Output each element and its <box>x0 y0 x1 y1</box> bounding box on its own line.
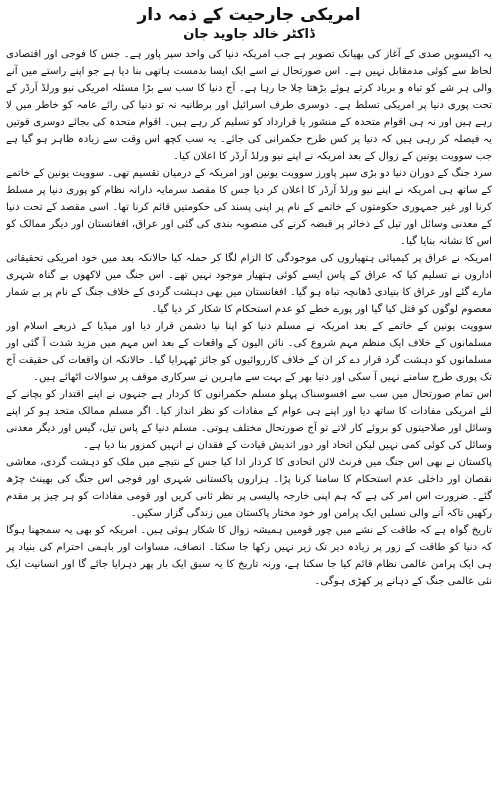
article-author: ڈاکٹر خالد جاوید جان <box>183 27 315 42</box>
article-body <box>6 46 492 590</box>
article-paragraph: سرد جنگ کے دوران دنیا دو بڑی سپر پاورز سوویت یونین اور امریکہ کے درمیان تقسیم تھی۔ سوویت یونین کے خاتمے کے ساتھ ہی امریکہ نے اپنے نیو ورلڈ آرڈر کا اعلان کر دیا جس کا مقصد سرمایہ دارانہ نظام کو پوری دنیا پر مسلط کرنا اور غیر جمہوری حکومتوں کے خاتمے کے نام پر اپنی پسند کی حکومتیں قائم کرنا تھا۔ اسی مقصد کے تحت دنیا کے معدنی وسائل اور تیل کے ذخائر پر قبضہ کرنے کی منصوبہ بندی کی گئی اور عراق، افغانستان اور دیگر ممالک کو اس کا نشانہ بنایا گیا۔ <box>6 168 492 247</box>
article-paragraph: پاکستان نے بھی اس جنگ میں فرنٹ لائن اتحادی کا کردار ادا کیا جس کے نتیجے میں ملک کو دہشت گردی، معاشی نقصان اور داخلی عدم استحکام کا سامنا کرنا پڑا۔ ہزاروں پاکستانی شہری اور فوجی اس جنگ کی بھینٹ چڑھ گئے۔ ضرورت اس امر کی ہے کہ ہم اپنی خارجہ پالیسی پر نظر ثانی کریں اور قومی مفادات کو ہر چیز پر مقدم رکھیں تاکہ آنے والی نسلیں ایک پرامن اور خود مختار پاکستان میں زندگی گزار سکیں۔ <box>6 457 492 519</box>
article-paragraph: تاریخ گواہ ہے کہ طاقت کے نشے میں چور قومیں ہمیشہ زوال کا شکار ہوئی ہیں۔ امریکہ کو بھی یہ سمجھنا ہوگا کہ دنیا کو طاقت کے زور پر زیادہ دیر تک زیر نہیں رکھا جا سکتا۔ انصاف، مساوات اور باہمی احترام کی بنیاد پر ہی ایک پرامن عالمی نظام قائم کیا جا سکتا ہے، ورنہ تاریخ کا یہ سبق ایک بار پھر دہرایا جائے گا اور انسانیت ایک نئی عالمی جنگ کے دہانے پر کھڑی ہوگی۔ <box>6 525 492 587</box>
article-paragraph: یہ اکیسویں صدی کے آغاز کی بھیانک تصویر ہے جب امریکہ دنیا کی واحد سپر پاور ہے۔ جس کا فوجی اور اقتصادی لحاظ سے کوئی مدمقابل نہیں ہے۔ اس صورتحال نے اسے ایک ایسا بدمست ہاتھی بنا دیا ہے جو اپنے راستے میں آنے والی ہر شے کو تباہ و برباد کرتے ہوئے بڑھتا چلا جا رہا ہے۔ آج دنیا کا سب سے بڑا مسئلہ امریکی نیو ورلڈ آرڈر کے تحت پوری دنیا پر امریکی تسلط ہے۔ دوسری طرف اسرائیل اور برطانیہ نہ تو دنیا کی رائے عامہ کو خاطر میں لا رہے ہیں اور نہ ہی اقوام متحدہ کے منشور یا قرارداد کو تسلیم کر رہے ہیں۔ اقوام متحدہ کی بجائے دوسری قوتیں یہ فیصلہ کر رہی ہیں کہ دنیا پر کس طرح حکمرانی کی جائے۔ یہ سب کچھ اس وقت سے زیادہ ظاہر ہو گیا ہے جب سوویت یونین کے زوال کے بعد امریکہ نے اپنے نیو ورلڈ آرڈر کا اعلان کیا۔ <box>6 49 492 162</box>
article-paragraph: سوویت یونین کے خاتمے کے بعد امریکہ نے مسلم دنیا کو اپنا نیا دشمن قرار دیا اور میڈیا کے ذریعے اسلام اور مسلمانوں کے خلاف ایک منظم مہم شروع کی۔ نائن الیون کے واقعات کے بعد اس مہم میں مزید شدت آ گئی اور مسلمانوں کو دہشت گرد قرار دے کر ان کے خلاف کارروائیوں کو جائز ٹھہرایا گیا۔ حالانکہ ان واقعات کی حقیقت آج تک پوری طرح سامنے نہیں آ سکی اور دنیا بھر کے بہت سے ماہرین نے سرکاری موقف پر سوالات اٹھائے ہیں۔ <box>6 321 492 383</box>
article-paragraph: امریکہ نے عراق پر کیمیائی ہتھیاروں کی موجودگی کا الزام لگا کر حملہ کیا حالانکہ بعد میں خود امریکی تحقیقاتی اداروں نے تسلیم کیا کہ عراق کے پاس ایسے کوئی ہتھیار موجود نہیں تھے۔ اس جنگ میں لاکھوں بے گناہ شہری مارے گئے اور عراق کا بنیادی ڈھانچہ تباہ ہو گیا۔ افغانستان میں بھی دہشت گردی کے خلاف جنگ کے نام پر بے شمار معصوم لوگوں کو قتل کیا گیا اور پورے خطے کو عدم استحکام کا شکار کر دیا گیا۔ <box>6 253 492 315</box>
article-title: امریکی جارحیت کے ذمہ دار <box>137 5 361 25</box>
article-paragraph: اس تمام صورتحال میں سب سے افسوسناک پہلو مسلم حکمرانوں کا کردار ہے جنہوں نے اپنے اقتدار کو بچانے کے لئے امریکی مفادات کا ساتھ دیا اور اپنے ہی عوام کے مفادات کو نظر انداز کیا۔ اگر مسلم ممالک متحد ہو کر اپنے وسائل اور صلاحیتوں کو بروئے کار لاتے تو آج صورتحال مختلف ہوتی۔ مسلم دنیا کے پاس تیل، گیس اور دیگر معدنی وسائل کی کوئی کمی نہیں لیکن اتحاد اور دور اندیش قیادت کے فقدان نے انہیں کمزور بنا دیا ہے۔ <box>6 389 492 451</box>
